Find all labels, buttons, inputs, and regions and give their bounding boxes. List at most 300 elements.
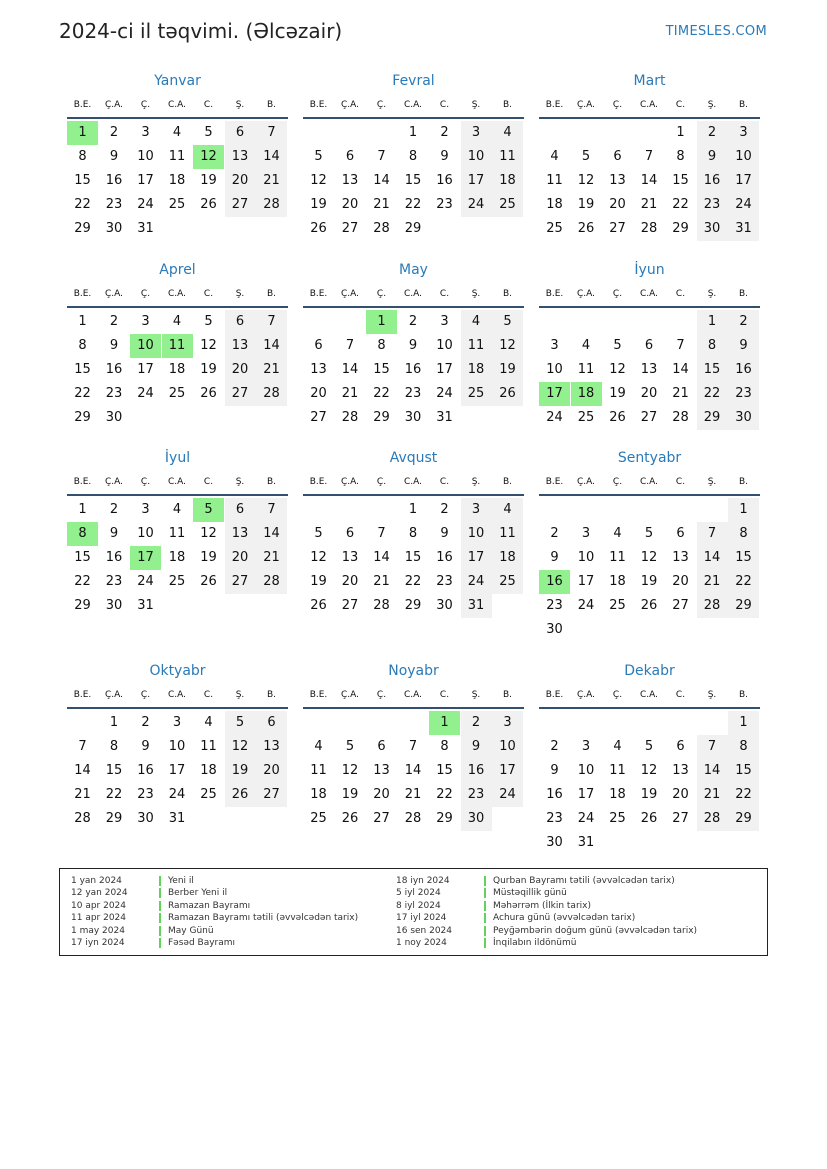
day-cell: 17 xyxy=(577,574,595,589)
day-cell: 7 xyxy=(697,522,728,546)
day-cell: 5 xyxy=(644,739,654,754)
day-cell: 18 xyxy=(310,787,327,802)
day-cell: 7 xyxy=(377,149,386,164)
day-cell: 6 xyxy=(225,498,256,522)
holiday-name: Məhərrəm (İlkin tarix) xyxy=(493,900,591,911)
day-cell: 26 xyxy=(200,574,217,589)
day-cell: 14 xyxy=(74,763,91,778)
weekday-label: B.E. xyxy=(545,477,564,487)
weekday-label: C. xyxy=(439,289,450,299)
day-cell: 11 xyxy=(200,739,217,754)
day-cell: 27 xyxy=(225,382,256,406)
day-cell: 27 xyxy=(341,221,359,236)
weekday-label: C. xyxy=(675,100,686,110)
holiday-date: 10 apr 2024 xyxy=(71,900,127,911)
weekday-label: Ç.A. xyxy=(340,100,359,110)
day-cell: 30 xyxy=(404,410,422,425)
day-cell: 29 xyxy=(436,811,453,826)
day-cell: 20 xyxy=(609,197,626,212)
day-cell: 7 xyxy=(256,498,287,522)
weekday-label: C. xyxy=(203,477,214,487)
day-cell: 10 xyxy=(461,145,492,169)
day-cell: 19 xyxy=(577,197,595,212)
day-cell: 3 xyxy=(141,314,150,329)
day-cell: 13 xyxy=(341,173,359,188)
day-cell: 21 xyxy=(256,169,287,193)
weekday-label: Ş. xyxy=(471,100,481,110)
holiday-marker xyxy=(484,888,486,898)
month-name: Mart xyxy=(633,73,666,89)
weekday-label: B. xyxy=(266,477,277,487)
day-cell: 29 xyxy=(74,410,91,425)
day-cell: 16 xyxy=(105,173,123,188)
holiday-day: 11 xyxy=(162,334,193,358)
weekday-label: C.A. xyxy=(167,477,186,487)
day-cell: 3 xyxy=(492,711,523,735)
weekday-label: B. xyxy=(502,289,513,299)
day-cell: 29 xyxy=(373,410,390,425)
day-cell: 31 xyxy=(728,217,759,241)
day-cell: 18 xyxy=(200,763,217,778)
weekday-label: Ç.A. xyxy=(576,289,595,299)
holiday-day: 17 xyxy=(130,546,161,570)
day-cell: 7 xyxy=(644,149,654,164)
day-cell: 17 xyxy=(728,169,759,193)
day-cell: 4 xyxy=(172,502,182,517)
day-cell: 10 xyxy=(461,522,492,546)
weekday-label: Ç.A. xyxy=(104,690,123,700)
day-cell: 7 xyxy=(256,310,287,334)
weekday-label: B. xyxy=(738,690,749,700)
day-cell: 14 xyxy=(697,546,728,570)
day-cell: 11 xyxy=(609,763,626,778)
month-header-rule xyxy=(303,306,524,308)
weekday-label: B.E. xyxy=(545,690,564,700)
day-cell: 13 xyxy=(225,334,256,358)
day-cell: 3 xyxy=(728,121,759,145)
day-cell: 30 xyxy=(728,406,759,430)
day-cell: 26 xyxy=(640,598,658,613)
holiday-name: İnqilabın ildönümü xyxy=(493,938,577,948)
day-cell: 12 xyxy=(225,735,256,759)
day-cell: 9 xyxy=(697,145,728,169)
holiday-date: 12 yan 2024 xyxy=(71,888,128,899)
weekday-label: B. xyxy=(738,289,749,299)
weekday-label: Ç.A. xyxy=(340,690,359,700)
weekday-label: C.A. xyxy=(403,477,422,487)
day-cell: 9 xyxy=(141,739,150,754)
weekday-label: C. xyxy=(675,690,686,700)
month-name: Avqust xyxy=(389,450,438,466)
holiday-name: Yeni il xyxy=(168,876,194,886)
day-cell: 12 xyxy=(492,334,523,358)
month-header-rule xyxy=(67,707,288,709)
day-cell: 21 xyxy=(697,570,728,594)
day-cell: 15 xyxy=(74,362,91,377)
day-cell: 29 xyxy=(404,221,422,236)
day-cell: 4 xyxy=(461,310,492,334)
holiday-day: 17 xyxy=(539,382,570,406)
day-cell: 7 xyxy=(256,121,287,145)
weekday-label: Ç.A. xyxy=(104,477,123,487)
day-cell: 29 xyxy=(697,406,728,430)
day-cell: 10 xyxy=(577,763,595,778)
day-cell: 16 xyxy=(137,763,154,778)
weekday-label: Ç. xyxy=(612,477,623,487)
day-cell: 9 xyxy=(550,763,559,778)
month-header-rule xyxy=(539,117,760,119)
day-cell: 19 xyxy=(200,173,217,188)
day-cell: 11 xyxy=(546,173,563,188)
weekday-label: Ç.A. xyxy=(340,289,359,299)
month-name: Yanvar xyxy=(154,73,201,89)
holiday-marker xyxy=(159,888,161,898)
day-cell: 5 xyxy=(613,338,622,353)
holiday-name: Fəsəd Bayramı xyxy=(168,938,236,948)
weekday-label: Ş. xyxy=(707,690,717,700)
day-cell: 23 xyxy=(137,787,154,802)
day-cell: 22 xyxy=(74,197,91,212)
month-header-rule xyxy=(67,306,288,308)
day-cell: 30 xyxy=(546,622,563,637)
day-cell: 23 xyxy=(461,783,492,807)
holiday-day: 1 xyxy=(429,711,460,735)
weekday-label: Ş. xyxy=(235,690,245,700)
day-cell: 24 xyxy=(728,193,759,217)
day-cell: 6 xyxy=(644,338,654,353)
day-cell: 2 xyxy=(440,502,449,517)
month-name: İyun xyxy=(634,262,665,278)
day-cell: 15 xyxy=(728,546,759,570)
weekday-label: Ç. xyxy=(376,477,387,487)
day-cell: 13 xyxy=(310,362,327,377)
day-cell: 16 xyxy=(436,173,453,188)
day-cell: 17 xyxy=(137,362,154,377)
day-cell: 1 xyxy=(676,125,685,140)
weekday-label: C.A. xyxy=(639,289,658,299)
weekday-label: B. xyxy=(502,477,513,487)
day-cell: 11 xyxy=(492,145,523,169)
day-cell: 30 xyxy=(697,217,728,241)
day-cell: 25 xyxy=(461,382,492,406)
month-name: Noyabr xyxy=(388,663,439,679)
day-cell: 22 xyxy=(672,197,689,212)
day-cell: 4 xyxy=(172,125,182,140)
day-cell: 11 xyxy=(461,334,492,358)
day-cell: 8 xyxy=(109,739,119,754)
day-cell: 31 xyxy=(436,410,453,425)
day-cell: 11 xyxy=(168,526,186,541)
day-cell: 26 xyxy=(200,386,217,401)
weekday-label: C. xyxy=(439,100,450,110)
day-cell: 19 xyxy=(310,197,327,212)
weekday-label: C. xyxy=(439,690,450,700)
day-cell: 6 xyxy=(256,711,287,735)
day-cell: 7 xyxy=(377,526,386,541)
day-cell: 9 xyxy=(461,735,492,759)
day-cell: 27 xyxy=(341,598,359,613)
holiday-date: 16 sen 2024 xyxy=(396,925,453,936)
day-cell: 22 xyxy=(373,386,390,401)
day-cell: 15 xyxy=(373,362,390,377)
day-cell: 13 xyxy=(341,550,359,565)
day-cell: 25 xyxy=(200,787,217,802)
day-cell: 18 xyxy=(492,169,523,193)
brand-link[interactable]: TIMESLES.COM xyxy=(665,24,767,39)
day-cell: 15 xyxy=(105,763,123,778)
day-cell: 27 xyxy=(310,410,327,425)
weekday-label: B.E. xyxy=(545,289,564,299)
day-cell: 14 xyxy=(256,334,287,358)
holiday-date: 5 iyl 2024 xyxy=(396,888,441,899)
day-cell: 22 xyxy=(404,197,422,212)
weekday-label: B.E. xyxy=(309,289,328,299)
day-cell: 4 xyxy=(204,715,213,730)
day-cell: 16 xyxy=(404,362,422,377)
holiday-name: Achura günü (əvvəlcədən tarix) xyxy=(493,913,636,924)
day-cell: 20 xyxy=(672,787,689,802)
day-cell: 3 xyxy=(581,739,591,754)
holiday-name: Peyğəmbərin doğum günü (əvvəlcədən tarix) xyxy=(493,925,698,936)
day-cell: 6 xyxy=(225,121,256,145)
day-cell: 13 xyxy=(640,362,658,377)
month-header-rule xyxy=(67,494,288,496)
day-cell: 23 xyxy=(105,386,123,401)
weekday-label: Ç. xyxy=(140,690,151,700)
day-cell: 18 xyxy=(168,362,186,377)
day-cell: 18 xyxy=(168,173,186,188)
day-cell: 4 xyxy=(314,739,323,754)
weekday-label: Ç.A. xyxy=(104,289,123,299)
day-cell: 18 xyxy=(609,574,626,589)
day-cell: 23 xyxy=(436,574,453,589)
holiday-name: Qurban Bayramı tətili (əvvəlcədən tarix) xyxy=(493,876,675,886)
day-cell: 11 xyxy=(168,149,186,164)
day-cell: 3 xyxy=(550,338,559,353)
weekday-label: Ş. xyxy=(471,477,481,487)
day-cell: 6 xyxy=(345,149,355,164)
day-cell: 11 xyxy=(310,763,327,778)
day-cell: 5 xyxy=(204,125,213,140)
day-cell: 12 xyxy=(341,763,359,778)
day-cell: 7 xyxy=(78,739,87,754)
day-cell: 19 xyxy=(341,787,359,802)
month-header-rule xyxy=(67,117,288,119)
day-cell: 18 xyxy=(461,358,492,382)
day-cell: 30 xyxy=(105,598,123,613)
day-cell: 4 xyxy=(613,526,622,541)
holiday-date: 18 iyn 2024 xyxy=(396,876,450,886)
day-cell: 21 xyxy=(373,574,390,589)
holiday-marker xyxy=(484,913,486,923)
day-cell: 30 xyxy=(436,598,453,613)
day-cell: 19 xyxy=(225,759,256,783)
day-cell: 9 xyxy=(408,338,418,353)
day-cell: 13 xyxy=(373,763,390,778)
day-cell: 17 xyxy=(461,169,492,193)
weekday-label: Ç.A. xyxy=(576,100,595,110)
day-cell: 8 xyxy=(440,739,449,754)
weekday-label: Ç.A. xyxy=(340,477,359,487)
day-cell: 7 xyxy=(697,735,728,759)
day-cell: 27 xyxy=(225,193,256,217)
day-cell: 27 xyxy=(672,598,689,613)
day-cell: 16 xyxy=(105,362,123,377)
holiday-name: Ramazan Bayramı tətili (əvvəlcədən tarix) xyxy=(168,913,359,924)
day-cell: 24 xyxy=(436,386,453,401)
month-header-rule xyxy=(303,494,524,496)
day-cell: 28 xyxy=(256,570,287,594)
month-name: Fevral xyxy=(392,73,435,89)
day-cell: 27 xyxy=(225,570,256,594)
day-cell: 22 xyxy=(436,787,453,802)
weekday-label: C.A. xyxy=(167,690,186,700)
day-cell: 12 xyxy=(200,526,217,541)
holiday-day: 8 xyxy=(67,522,98,546)
holiday-marker xyxy=(159,901,161,911)
day-cell: 24 xyxy=(137,386,154,401)
weekday-label: Ç. xyxy=(612,690,623,700)
day-cell: 26 xyxy=(492,382,523,406)
day-cell: 4 xyxy=(492,121,523,145)
day-cell: 20 xyxy=(225,546,256,570)
day-cell: 2 xyxy=(550,526,559,541)
day-cell: 26 xyxy=(225,783,256,807)
holiday-date: 1 yan 2024 xyxy=(71,876,122,886)
day-cell: 26 xyxy=(341,811,359,826)
day-cell: 29 xyxy=(728,594,759,618)
day-cell: 19 xyxy=(200,362,217,377)
holiday-name: Ramazan Bayramı xyxy=(168,900,251,911)
day-cell: 14 xyxy=(373,550,390,565)
month-header-rule xyxy=(303,117,524,119)
day-cell: 2 xyxy=(697,121,728,145)
day-cell: 5 xyxy=(581,149,591,164)
day-cell: 11 xyxy=(492,522,523,546)
day-cell: 13 xyxy=(225,522,256,546)
day-cell: 23 xyxy=(728,382,759,406)
day-cell: 3 xyxy=(141,125,150,140)
day-cell: 28 xyxy=(256,193,287,217)
day-cell: 24 xyxy=(577,811,595,826)
day-cell: 19 xyxy=(609,386,626,401)
weekday-label: C.A. xyxy=(167,100,186,110)
day-cell: 8 xyxy=(408,149,418,164)
weekday-label: C. xyxy=(203,100,214,110)
day-cell: 14 xyxy=(697,759,728,783)
day-cell: 30 xyxy=(461,807,492,831)
day-cell: 25 xyxy=(310,811,327,826)
weekday-label: B.E. xyxy=(73,100,92,110)
day-cell: 25 xyxy=(577,410,595,425)
day-cell: 31 xyxy=(137,598,154,613)
day-cell: 11 xyxy=(609,550,626,565)
weekday-label: Ç. xyxy=(140,289,151,299)
day-cell: 8 xyxy=(676,149,685,164)
day-cell: 23 xyxy=(436,197,453,212)
day-cell: 8 xyxy=(728,735,759,759)
month-name: Dekabr xyxy=(624,663,675,679)
day-cell: 2 xyxy=(141,715,150,730)
day-cell: 24 xyxy=(137,197,154,212)
day-cell: 23 xyxy=(546,811,563,826)
day-cell: 10 xyxy=(728,145,759,169)
day-cell: 17 xyxy=(492,759,523,783)
day-cell: 14 xyxy=(256,145,287,169)
weekday-label: Ç. xyxy=(376,690,387,700)
day-cell: 26 xyxy=(640,811,658,826)
day-cell: 15 xyxy=(74,173,91,188)
day-cell: 20 xyxy=(225,358,256,382)
day-cell: 9 xyxy=(440,149,449,164)
weekday-label: Ş. xyxy=(707,289,717,299)
day-cell: 12 xyxy=(640,550,658,565)
weekday-label: B. xyxy=(266,289,277,299)
day-cell: 19 xyxy=(492,358,523,382)
day-cell: 18 xyxy=(168,550,186,565)
day-cell: 18 xyxy=(609,787,626,802)
day-cell: 28 xyxy=(697,807,728,831)
day-cell: 20 xyxy=(310,386,327,401)
day-cell: 23 xyxy=(105,197,123,212)
day-cell: 1 xyxy=(78,502,87,517)
day-cell: 25 xyxy=(492,570,523,594)
day-cell: 21 xyxy=(404,787,422,802)
holiday-marker xyxy=(159,926,161,936)
day-cell: 17 xyxy=(168,763,186,778)
day-cell: 20 xyxy=(640,386,658,401)
day-cell: 15 xyxy=(436,763,453,778)
day-cell: 22 xyxy=(728,570,759,594)
day-cell: 28 xyxy=(74,811,91,826)
day-cell: 2 xyxy=(461,711,492,735)
weekday-label: Ş. xyxy=(235,289,245,299)
day-cell: 12 xyxy=(310,550,327,565)
day-cell: 15 xyxy=(697,358,728,382)
day-cell: 24 xyxy=(137,574,154,589)
day-cell: 7 xyxy=(345,338,355,353)
holiday-day: 1 xyxy=(67,121,98,145)
holiday-date: 17 iyl 2024 xyxy=(396,913,447,924)
day-cell: 19 xyxy=(640,574,658,589)
day-cell: 25 xyxy=(168,574,186,589)
day-cell: 5 xyxy=(345,739,355,754)
holiday-marker xyxy=(484,938,486,948)
day-cell: 8 xyxy=(697,334,728,358)
month-name: May xyxy=(399,262,428,278)
day-cell: 3 xyxy=(461,121,492,145)
day-cell: 9 xyxy=(728,334,759,358)
weekday-label: Ç. xyxy=(612,289,623,299)
day-cell: 26 xyxy=(577,221,595,236)
holiday-date: 17 iyn 2024 xyxy=(71,938,125,948)
day-cell: 14 xyxy=(672,362,689,377)
day-cell: 28 xyxy=(697,594,728,618)
month-name: İyul xyxy=(164,450,191,466)
weekday-label: C.A. xyxy=(639,477,658,487)
day-cell: 5 xyxy=(225,711,256,735)
day-cell: 24 xyxy=(546,410,563,425)
day-cell: 9 xyxy=(109,149,119,164)
day-cell: 14 xyxy=(256,522,287,546)
day-cell: 8 xyxy=(78,149,87,164)
day-cell: 25 xyxy=(546,221,563,236)
weekday-label: Ç.A. xyxy=(576,477,595,487)
day-cell: 5 xyxy=(644,526,654,541)
day-cell: 15 xyxy=(728,759,759,783)
day-cell: 15 xyxy=(404,550,422,565)
day-cell: 26 xyxy=(609,410,626,425)
